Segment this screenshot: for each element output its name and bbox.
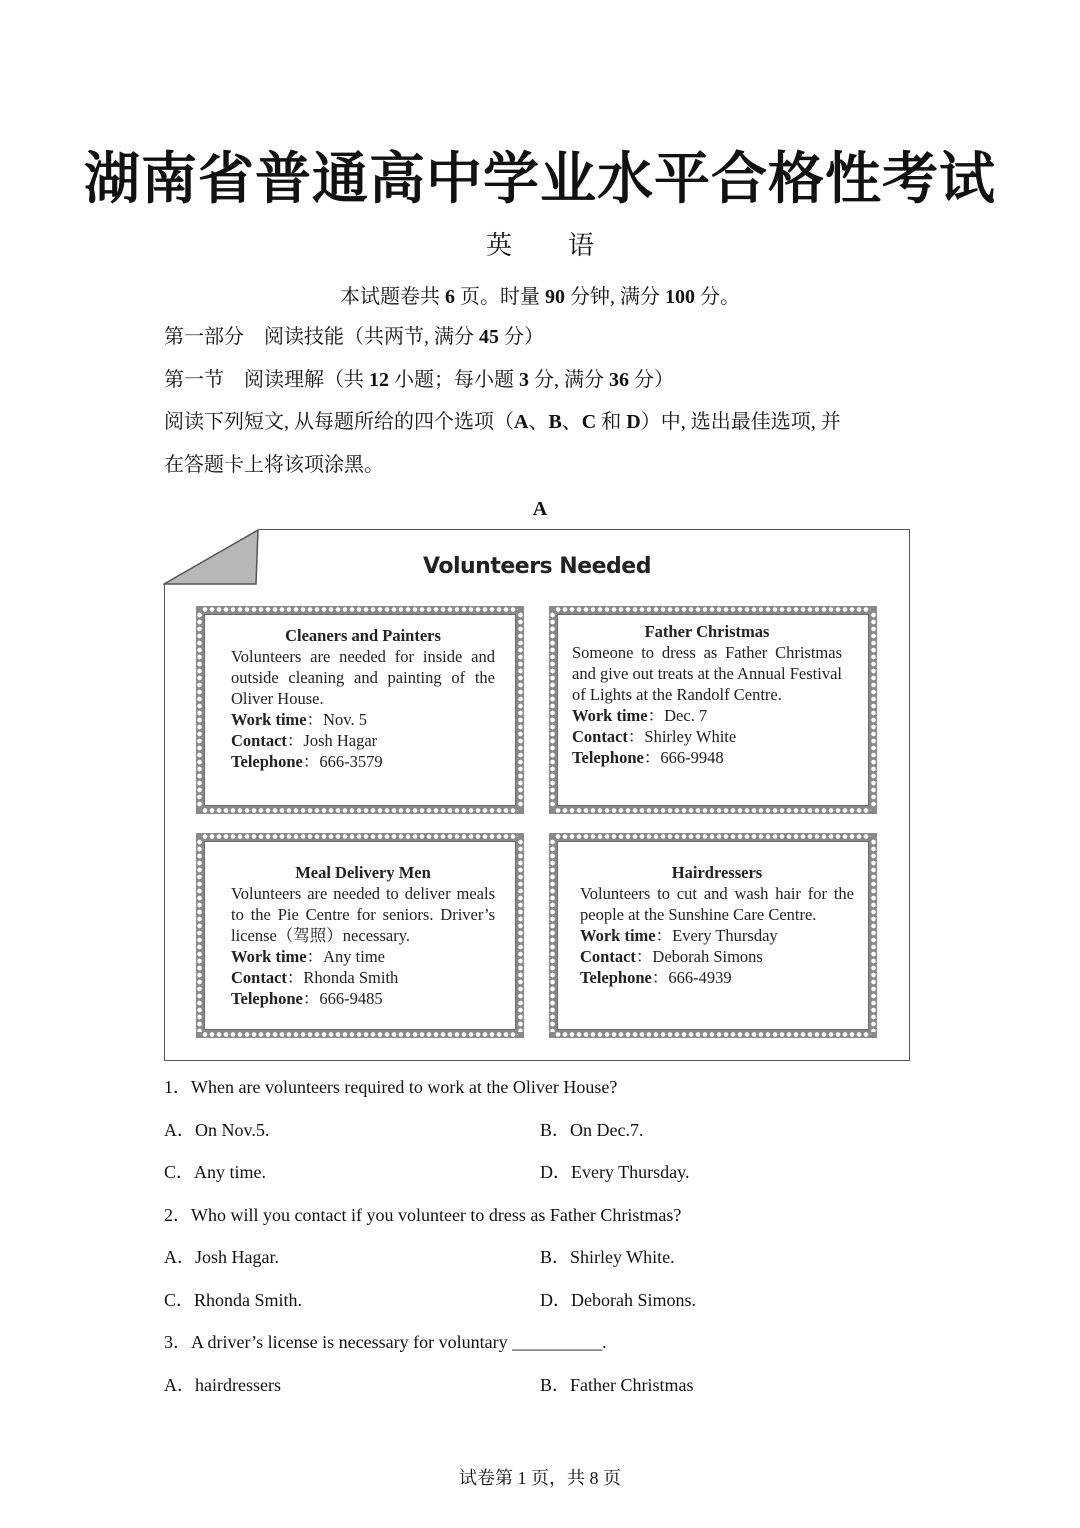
contact: Contact：Rhonda Smith bbox=[231, 968, 399, 987]
card-title: Hairdressers bbox=[671, 863, 763, 882]
card-body: Volunteers are needed to deliver meals to the Pie Centre for seniors. Driver’s license（驾照）necessary. bbox=[231, 884, 495, 945]
option-1a: A．On Nov.5. bbox=[164, 1120, 270, 1140]
work-time: Work time：Nov. 5 bbox=[231, 710, 367, 729]
exam-info: 本试题卷共 6 页。时量 90 分钟, 满分 100 分。 bbox=[340, 286, 740, 308]
card-title: Meal Delivery Men bbox=[295, 863, 431, 882]
option-2a: A．Josh Hagar. bbox=[164, 1247, 279, 1267]
card-title: Father Christmas bbox=[644, 622, 770, 641]
option-1c: C．Any time. bbox=[164, 1162, 266, 1182]
part-heading: 第一部分 阅读技能（共两节, 满分 45 分） bbox=[164, 326, 544, 348]
section-heading: 第一节 阅读理解（共 12 小题；每小题 3 分, 满分 36 分） bbox=[164, 369, 674, 391]
card-hairdressers bbox=[549, 833, 877, 1038]
card-title: Cleaners and Painters bbox=[285, 626, 441, 645]
contact: Contact：Shirley White bbox=[572, 727, 737, 746]
card-father-christmas bbox=[549, 606, 877, 814]
question-2: 2．Who will you contact if you volunteer to dress as Father Christmas? bbox=[164, 1205, 682, 1225]
option-1b: B．On Dec.7. bbox=[540, 1120, 644, 1140]
question-3: 3．A driver’s license is necessary for voluntary __________. bbox=[164, 1332, 607, 1352]
contact: Contact：Deborah Simons bbox=[580, 947, 763, 966]
page-footer: 试卷第 1 页，共 8 页 bbox=[459, 1468, 621, 1488]
contact: Contact：Josh Hagar bbox=[231, 731, 378, 750]
work-time: Work time：Every Thursday bbox=[580, 926, 778, 945]
subject-title: 英语 bbox=[485, 231, 650, 260]
exam-title: 湖南省普通高中学业水平合格性考试 bbox=[84, 149, 996, 211]
telephone: Telephone：666-3579 bbox=[231, 752, 383, 771]
option-2c: C．Rhonda Smith. bbox=[164, 1290, 303, 1310]
card-body: Volunteers are needed for inside and outside cleaning and painting of the Oliver House. bbox=[231, 647, 495, 708]
notice-title: Volunteers Needed bbox=[423, 554, 651, 579]
card-meal-delivery bbox=[196, 833, 524, 1038]
option-3b: B．Father Christmas bbox=[540, 1375, 694, 1395]
telephone: Telephone：666-9485 bbox=[231, 989, 383, 1008]
work-time: Work time：Dec. 7 bbox=[572, 706, 708, 725]
card-body: Volunteers to cut and wash hair for the people at the Sunshine Care Centre. bbox=[580, 884, 854, 924]
work-time: Work time：Any time bbox=[231, 947, 385, 966]
instructions-line-1: 阅读下列短文, 从每题所给的四个选项（A、B、C 和 D）中, 选出最佳选项, 并 bbox=[164, 411, 841, 433]
option-3a: A．hairdressers bbox=[164, 1375, 281, 1395]
option-1d: D．Every Thursday. bbox=[540, 1162, 690, 1182]
telephone: Telephone：666-9948 bbox=[572, 748, 724, 767]
passage-label: A bbox=[532, 498, 548, 520]
question-1: 1．When are volunteers required to work at the Oliver House? bbox=[164, 1077, 618, 1097]
card-cleaners bbox=[196, 606, 524, 814]
option-2d: D．Deborah Simons. bbox=[540, 1290, 696, 1310]
telephone: Telephone：666-4939 bbox=[580, 968, 732, 987]
option-2b: B．Shirley White. bbox=[540, 1247, 675, 1267]
instructions-line-2: 在答题卡上将该项涂黑。 bbox=[164, 454, 384, 476]
card-body: Someone to dress as Father Christmas and give out treats at the Annual Festival of Lights at the Randolf Centre. bbox=[572, 643, 842, 704]
